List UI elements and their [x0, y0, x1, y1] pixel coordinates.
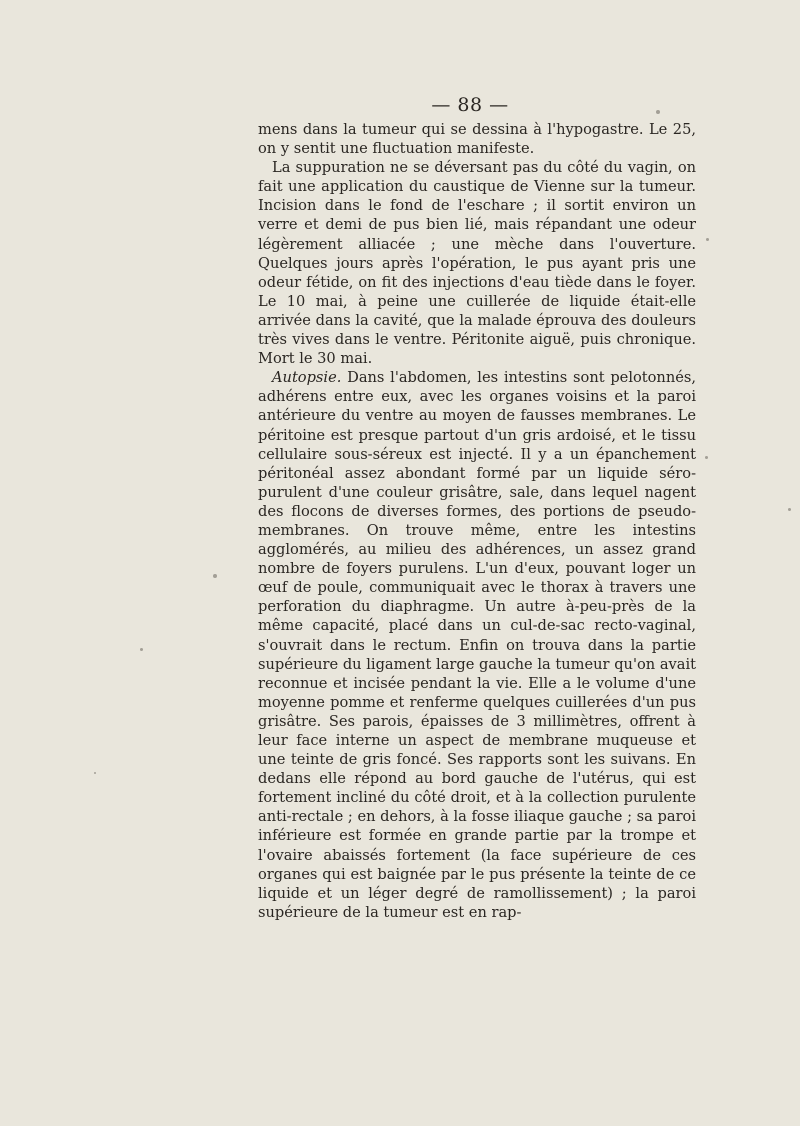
page-number: — 88 —	[431, 94, 509, 116]
paragraph-2-text: La suppuration ne se déversant pas du côté du vagin, on fait une application du caustique de Vienne sur la tumeur. Incision dans le fond de l'eschare ; il sortit environ un verre et demi de pus bien lié, mais répandant une odeur légèrement alliacée ; une mèche dans l'ouverture. Quelques jours après l'opération, le pus ayant pris une odeur fétide, on fit des injections d'eau tiède dans le foyer. Le 10 mai, à peine une cuillerée de liquide était-elle arrivée dans la cavité, que la malade éprouva des douleurs très vives dans le ventre. Péritonite aiguë, puis chronique. Mort le 30 mai.	[258, 159, 696, 368]
paper-speck	[788, 508, 791, 511]
paper-speck	[213, 574, 217, 578]
paragraph-3-lead-in: Autopsie.	[272, 369, 342, 387]
paragraph-3-text: Dans l'abdomen, les intestins sont pelotonnés, adhérens entre eux, avec les organes voisins et la paroi antérieure du ventre au moyen de fausses membranes. Le péritoine est presque partout d'un gris ardoisé, et le tissu cellulaire sous-séreux est injecté. Il y a un épanchement péritonéal assez abondant formé par un liquide séro-purulent d'une couleur grisâtre, sale, dans lequel nagent des flocons de diverses formes, des portions de pseudo-membranes. On trouve même, entre les intestins agglomérés, au milieu des adhérences, un assez grand nombre de foyers purulens. L'un d'eux, pouvant loger un œuf de poule, communiquait avec le thorax à travers une perforation du diaphragme. Un autre à-peu-près de la même capacité, placé dans un cul-de-sac recto-vaginal, s'ouvrait dans le rectum. Enfin on trouva dans la partie supérieure du ligament large gauche la tumeur qu'on avait reconnue et incisée pendant la vie. Elle a le volume d'une moyenne pomme et renferme quelques cuillerées d'un pus grisâtre. Ses parois, épaisses de 3 millimètres, offrent à leur face interne un aspect de membrane muqueuse et une teinte de gris foncé. Ses rapports sont les suivans. En dedans elle répond au bord gauche de l'utérus, qui est fortement incliné du côté droit, et à la collection purulente anti-rectale ; en dehors, à la fosse iliaque gauche ; sa paroi inférieure est formée en grande partie par la trompe et l'ovaire abaissés fortement (la face supérieure de ces organes qui est baignée par le pus présente la teinte de ce liquide et un léger degré de ramollissement) ; la paroi supérieure de la tumeur est en rap-	[258, 369, 696, 921]
paper-speck	[94, 772, 96, 774]
paper-speck	[706, 238, 709, 241]
paragraph-2	[258, 158, 696, 368]
paper-speck	[656, 110, 660, 114]
paragraph-1-text: mens dans la tumeur qui se dessina à l'hypogastre. Le 25, on y sentit une fluctuation manifeste.	[258, 121, 696, 158]
paragraph-1	[258, 120, 696, 158]
body-text	[258, 120, 696, 922]
paper-speck	[705, 456, 708, 459]
paragraph-3	[258, 368, 696, 922]
paper-speck	[140, 648, 143, 651]
